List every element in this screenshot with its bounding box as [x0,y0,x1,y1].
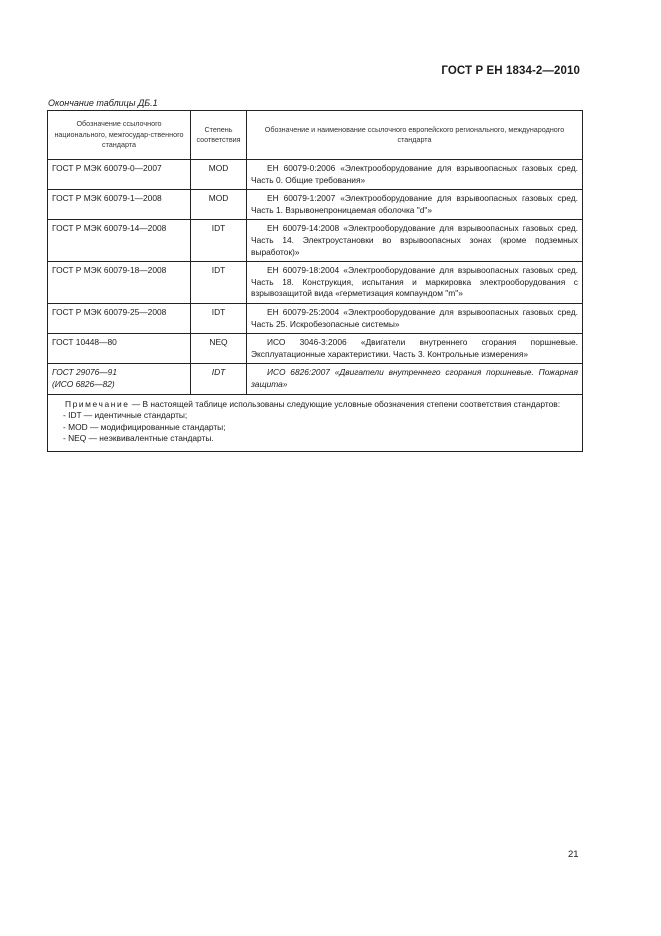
note-item: - NEQ — неэквивалентные стандарты. [63,433,214,444]
degree-cell: MOD [191,160,247,190]
reference-standard-cell: ЕН 60079-18:2004 «Электрооборудование для взрывоопасных газовых сред. Часть 18. Конструкция, испытания и маркировка электрооборудования с взрывозащитой вида «герметизация компаундом "m"» [247,262,583,304]
reference-standard-cell: ЕН 60079-1:2007 «Электрооборудование для взрывоопасных газовых сред. Часть 1. Взрывонепроницаемая оболочка "d"» [247,190,583,220]
national-standard-cell: ГОСТ Р МЭК 60079-1—2008 [48,190,191,220]
table-caption: Окончание таблицы ДБ.1 [48,98,158,108]
table-row [48,364,583,394]
national-standard-line1: ГОСТ 29076—91 [52,367,117,378]
column-header-national: Обозначение ссылочного национального, межгосудар-ственного стандарта [48,111,191,160]
national-standard-cell: ГОСТ Р МЭК 60079-25—2008 [48,303,191,333]
degree-cell: MOD [191,190,247,220]
table-row [48,334,583,364]
page-number: 21 [568,849,579,860]
document-code-header: ГОСТ Р ЕН 1834-2—2010 [441,65,580,77]
reference-standard-cell: ИСО 6826:2007 «Двигатели внутреннего сгорания поршневые. Пожарная защита» [247,364,583,394]
national-standard-cell: ГОСТ Р МЭК 60079-14—2008 [48,220,191,262]
column-header-reference: Обозначение и наименование ссылочного европейского регионального, международного стандарта [247,111,583,160]
note-label: Примечание [65,398,130,409]
reference-standard-cell: ЕН 60079-14:2008 «Электрооборудование для взрывоопасных газовых сред. Часть 14. Электроустановки во взрывоопасных зонах (кроме подземных выработок)» [247,220,583,262]
note-intro-text: — В настоящей таблице использованы следующие условные обозначения степени соответствия стандартов: [129,398,561,409]
column-header-degree: Степень соответствия [191,111,247,160]
national-standard-cell: ГОСТ Р МЭК 60079-18—2008 [48,262,191,304]
degree-cell: IDT [191,220,247,262]
note-intro [53,399,577,411]
table-row [48,160,583,190]
table-note [48,394,583,451]
national-standard-cell [48,364,191,394]
table-row [48,262,583,304]
note-item: - IDT — идентичные стандарты; [63,410,188,421]
degree-cell: IDT [191,262,247,304]
national-standard-cell: ГОСТ 10448—80 [48,334,191,364]
national-standard-line2: (ИСО 6826—82) [52,378,115,389]
degree-cell: IDT [191,303,247,333]
table-row [48,220,583,262]
table-row [48,303,583,333]
degree-cell: NEQ [191,334,247,364]
table-header-row [48,111,583,160]
reference-standard-cell: ИСО 3046-3:2006 «Двигатели внутреннего сгорания поршневые. Эксплуатационные характеристики. Часть 3. Контрольные измерения» [247,334,583,364]
table-note-row [48,394,583,451]
degree-cell: IDT [191,364,247,394]
note-item: - MOD — модифицированные стандарты; [63,421,226,432]
reference-standard-cell: ЕН 60079-25:2004 «Электрооборудование для взрывоопасных газовых сред. Часть 25. Искробезопасные системы» [247,303,583,333]
reference-standard-cell: ЕН 60079-0:2006 «Электрооборудование для взрывоопасных газовых сред. Часть 0. Общие требования» [247,160,583,190]
standards-table [47,110,583,452]
national-standard-cell: ГОСТ Р МЭК 60079-0—2007 [48,160,191,190]
table-row [48,190,583,220]
